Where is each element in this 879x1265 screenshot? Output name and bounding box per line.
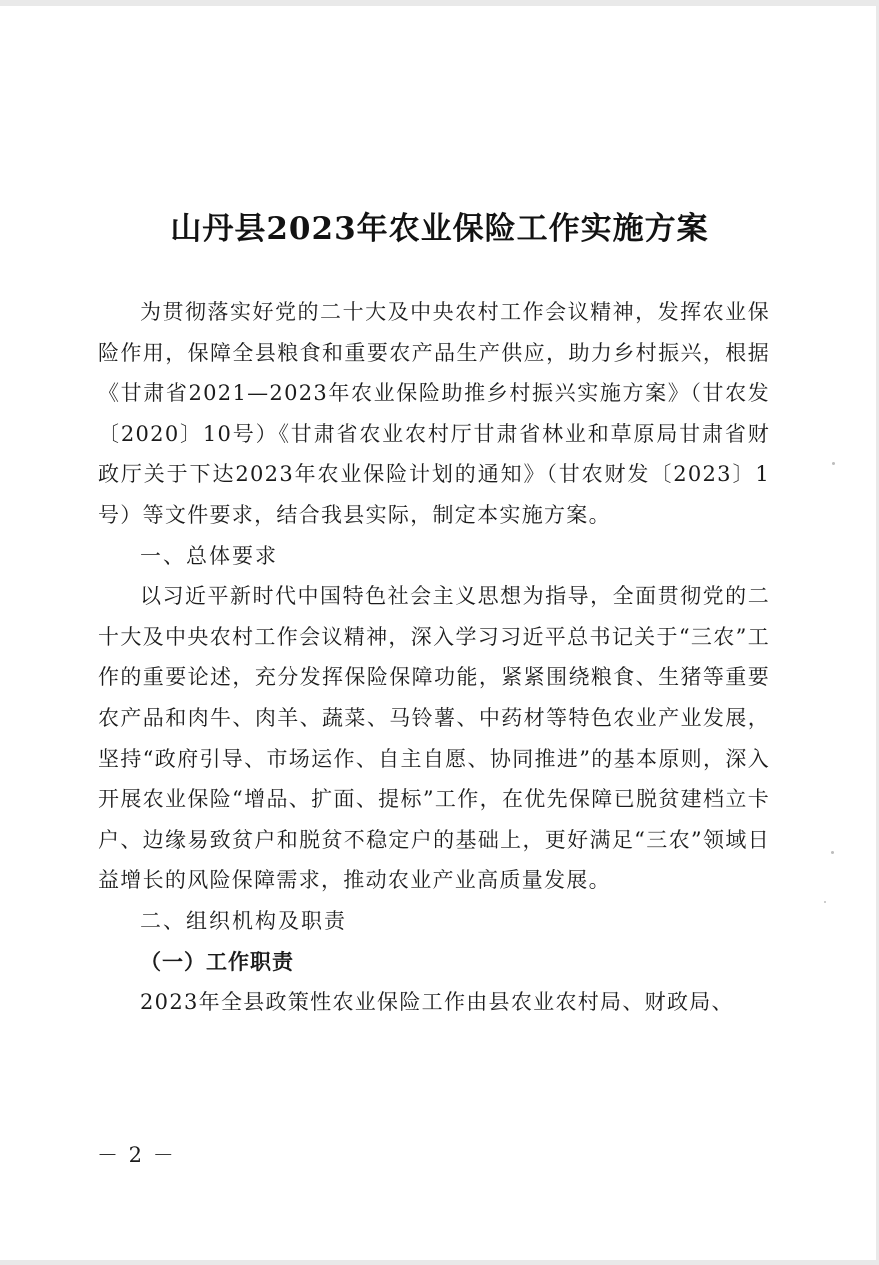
duties-paragraph: 2023年全县政策性农业保险工作由县农业农村局、财政局、	[140, 990, 734, 1015]
scan-speck	[831, 851, 834, 854]
scan-speck	[832, 462, 835, 465]
scan-speck	[824, 901, 826, 903]
subsection-heading-duties: （一）工作职责	[140, 948, 294, 974]
general-requirements-paragraph: 以习近平新时代中国特色社会主义思想为指导，全面贯彻党的二十大及中央农村工作会议精神，深入学习习近平总书记关于“三农”工作的重要论述，充分发挥保险保障功能，紧紧围绕粮食、生猪等重要农产品和肉牛、肉羊、蔬菜、马铃薯、中药材等特色农业产业发展，坚持“政府引导、市场运作、自主自愿、协同推进”的基本原则，深入开展农业保险“增品、扩面、提标”工作，在优先保障已脱贫建档立卡户、边缘易致贫户和脱贫不稳定户的基础上，更好满足“三农”领域日益增长的风险保障需求，推动农业产业高质量发展。	[98, 584, 770, 893]
section-heading-organization: 二、组织机构及职责	[140, 908, 347, 933]
section-heading-general-requirements: 一、总体要求	[140, 543, 278, 568]
document-title: 山丹县2023年农业保险工作实施方案	[170, 211, 709, 247]
document-page	[0, 6, 876, 1260]
document-body	[98, 292, 770, 1023]
intro-paragraph: 为贯彻落实好党的二十大及中央农村工作会议精神，发挥农业保险作用，保障全县粮食和重要农产品生产供应，助力乡村振兴，根据《甘肃省2021—2023年农业保险助推乡村振兴实施方案》（甘农发〔2020〕10号）《甘肃省农业农村厅甘肃省林业和草原局甘肃省财政厅关于下达2023年农业保险计划的通知》（甘农财发〔2023〕1号）等文件要求，结合我县实际，制定本实施方案。	[98, 300, 770, 527]
page-number: － 2 －	[97, 1143, 176, 1167]
